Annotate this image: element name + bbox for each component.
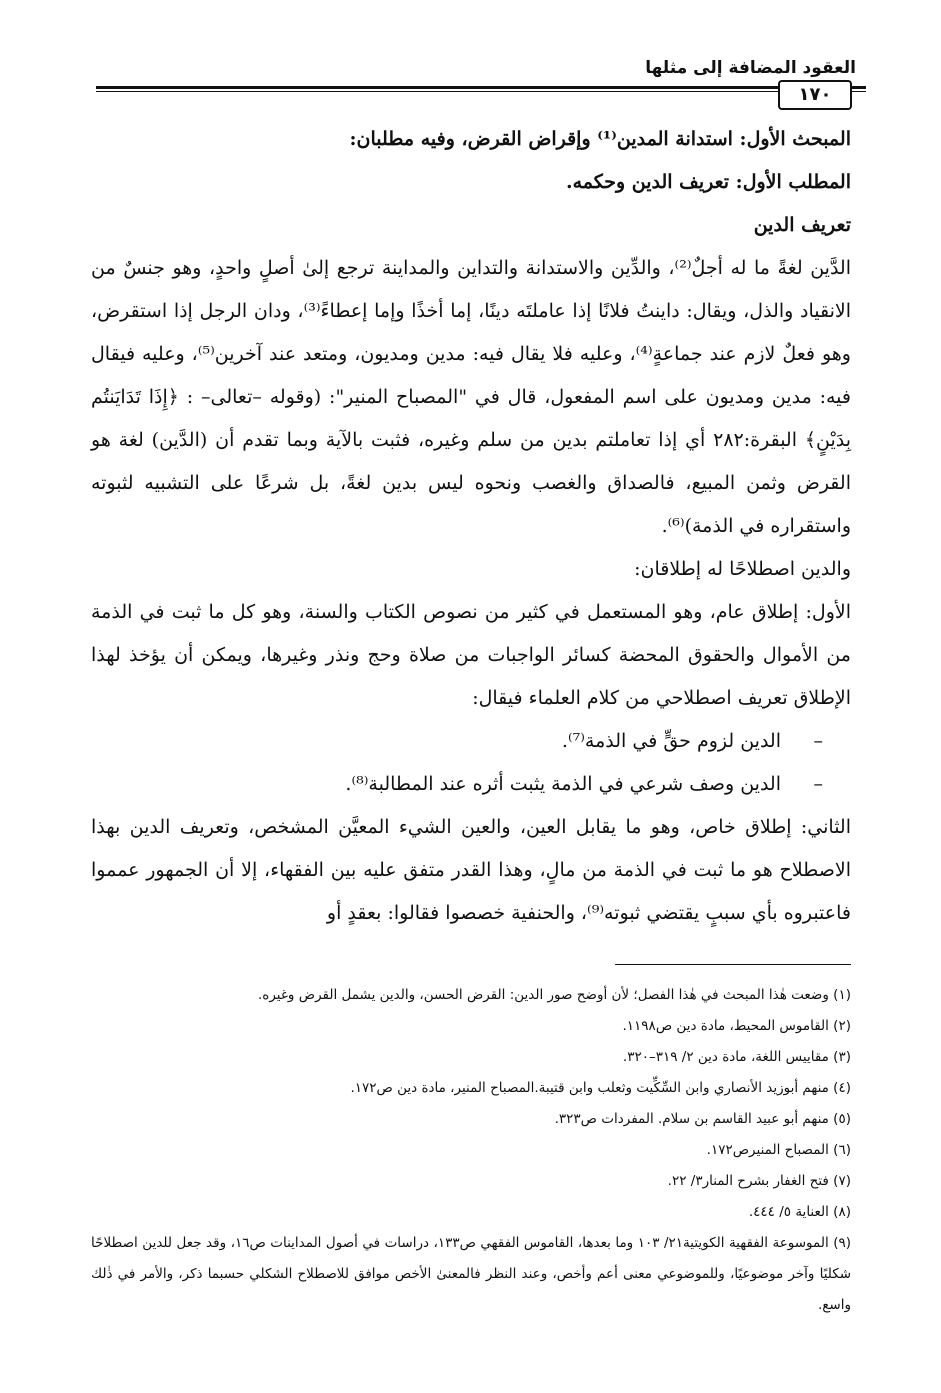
footnote-6: (٦) المصباح المنيرص١٧٢. (706, 1142, 851, 1158)
header-rule (96, 86, 866, 89)
running-title: العقود المضافة إلى مثلها (645, 58, 856, 78)
footnote-3: (٣) مقاييس اللغة، مادة دين ٢/ ٣١٩–٣٢٠. (622, 1049, 851, 1065)
header-rule-thin (96, 91, 866, 92)
paragraph-second-usage: الثاني: إطلاق خاص، وهو ما يقابل العين، والعين الشيء المعيَّن المشخص، وتعريف الدين بهذا الاصطلاح هو ما ثبت في الذمة من مالٍ، وهذا القدر متفق عليه بين الفقهاء، إلا أن الجمهور عمموا فاعتبروه بأي سببٍ يقتضي ثبوته⁽⁹⁾، والحنفية خصصوا فقالوا: بعقدٍ أو (91, 816, 851, 924)
footnote-4: (٤) منهم أبوزيد الأنصاري وابن السِّكِّيت وثعلب وابن قتيبة.المصباح المنير، مادة دين ص١٧٢. (350, 1080, 851, 1096)
footnote-5: (٥) منهم أبو عبيد القاسم بن سلام. المفردات ص٣٢٣. (554, 1111, 851, 1127)
main-text (91, 118, 851, 935)
paragraph-technical-intro: والدين اصطلاحًا له إطلاقان: (634, 558, 851, 580)
footnote-2: (٢) القاموس المحيط، مادة دين ص١١٩٨. (622, 1018, 851, 1034)
footnote-7: (٧) فتح الغفار بشرح المنار٣/ ٢٢. (667, 1173, 851, 1189)
footnotes (91, 980, 851, 1321)
paragraph-first-usage: الأول: إطلاق عام، وهو المستعمل في كثير من نصوص الكتاب والسنة، وهو كل ما ثبت في الذمة من الأموال والحقوق المحضة كسائر الواجبات من صلاة وحج ونذر وغيرها، ويمكن أن يؤخذ لهذا الإطلاق تعريف اصطلاحي من كلام العلماء فيقال: (91, 601, 851, 709)
footnote-8: (٨) العناية ٥/ ٤٤٤. (748, 1204, 851, 1220)
subsection-heading: المطلب الأول: تعريف الدين وحكمه. (565, 171, 851, 193)
page-number: ١٧٠ (778, 80, 852, 110)
footnote-1: (١) وضعت هٰذا المبحث في هٰذا الفصل؛ لأن أوضح صور الدين: القرض الحسن، والدين يشمل القرض وغيره. (257, 987, 851, 1003)
footnote-9: (٩) الموسوعة الفقهية الكويتية٢١/ ١٠٣ وما بعدها، القاموس الفقهي ص١٣٣، دراسات في أصول المداينات ص١٦، وقد جعل للدين اصطلاحًا شكليًا وآخر موضوعيًا، وللموضوعي معنى أعم وأخص، وعند النظر فالمعنىٰ الأخص موافق للاصطلاح الشكلي حسبما ذكر، والأمر في ذٰلك واسع. (91, 1235, 852, 1313)
section-heading: المبحث الأول: استدانة المدين⁽¹⁾ وإقراض القرض، وفيه مطلبان: (349, 128, 851, 150)
topic-heading: تعريف الدين (753, 214, 851, 236)
definition-bullet-1: – الدين لزوم حقٍّ في الذمة⁽⁷⁾. (91, 720, 851, 763)
definition-bullet-2: – الدين وصف شرعي في الذمة يثبت أثره عند المطالبة⁽⁸⁾. (91, 763, 851, 806)
footnote-separator (615, 964, 851, 965)
paragraph-linguistic-definition: الدَّين لغةً ما له أجلٌ⁽²⁾، والدِّين والاستدانة والتداين والمداينة ترجع إلىٰ أصلٍ واحدٍ، وهو جنسٌ من الانقياد والذل، ويقال: داينتُ فلانًا إذا عاملتَه دينًا، إما أخذًا وإما إعطاءً⁽³⁾، ودان الرجل إذا استقرض، وهو فعلٌ لازم عند جماعةٍ⁽⁴⁾، وعليه فلا يقال فيه: مدين ومديون، ومتعد عند آخرين⁽⁵⁾، وعليه فيقال فيه: مدين ومديون على اسم المفعول، قال في "المصباح المنير": (وقوله –تعالى– : ﴿إِذَا تَدَايَنتُم بِدَيْنٍ﴾ البقرة:٢٨٢ أي إذا تعاملتم بدين من سلم وغيره، فثبت بالآية وبما تقدم أن (الدَّين) لغة هو القرض وثمن المبيع، فالصداق والغصب ونحوه ليس بدين لغةً، بل شرعًا على التشبيه لثبوته واستقراره في الذمة)⁽⁶⁾. (91, 257, 852, 537)
page-header (96, 58, 866, 105)
